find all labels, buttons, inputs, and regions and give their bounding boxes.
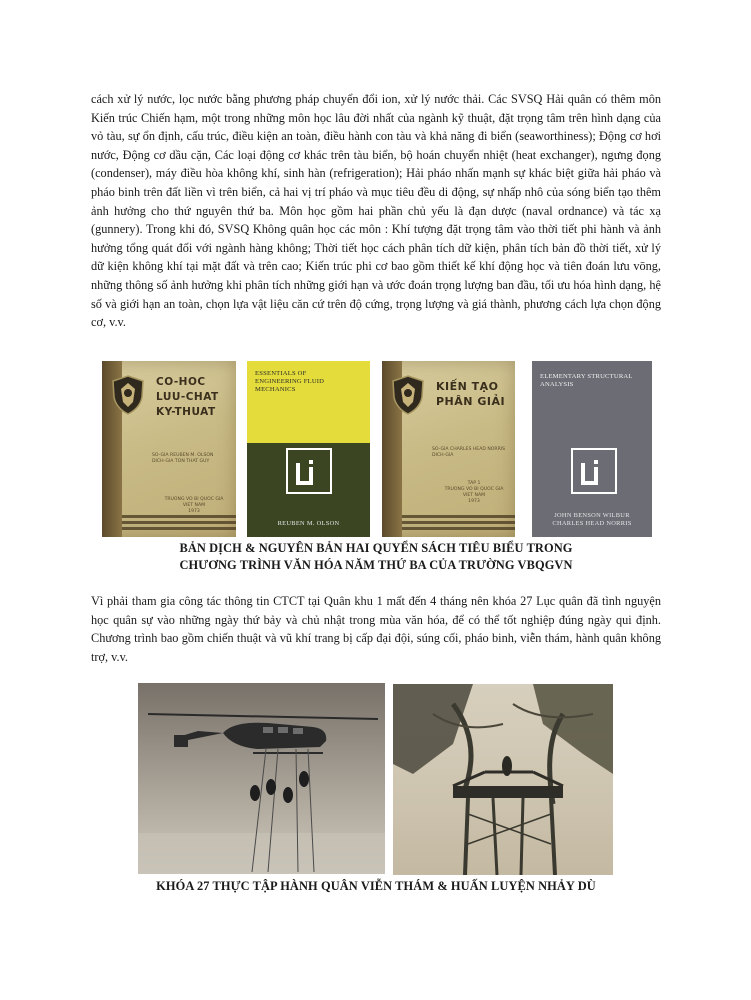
book-meta-line: SO-GIA REUBEN M. OLSON xyxy=(152,453,214,458)
book-images-row xyxy=(102,361,652,537)
academy-crest-icon xyxy=(391,375,425,415)
book-title: ESSENTIALS OF ENGINEERING FLUID MECHANICS xyxy=(255,370,325,394)
book-meta-line: DICH-GIA xyxy=(432,453,454,458)
book-meta-line: TRUONG VO BI QUOC GIA xyxy=(444,487,504,492)
publisher-logo-icon xyxy=(285,447,333,495)
book-author-info xyxy=(152,453,236,465)
book-cover-structural-analysis xyxy=(532,361,652,537)
book-author: REUBEN M. OLSON xyxy=(277,520,340,527)
paragraph-military-training: Vì phải tham gia công tác thông tin CTCT tại Quân khu 1 mất đến 4 tháng nên khóa 27 Lục quân đã tình nguyện học quân sự vào những ngày thứ bảy và chủ nhật trong mùa văn hóa, để có thể tốt nghiệp đúng ngày qui định. Chương trình bao gồm chiến thuật và vũ khí trang bị cấp đại đội, súng cối, pháo binh, viễn thám, hành quân không trợ, v.v. xyxy=(91,594,661,664)
book-cover-kien-tao xyxy=(382,361,515,537)
book-publisher-info xyxy=(152,497,236,515)
book-meta-line: SO-GIA CHARLES HEAD NORRIS xyxy=(432,447,506,452)
book-meta-line: 1973 xyxy=(188,509,200,514)
book-meta-line: VIET NAM xyxy=(182,503,206,508)
book-meta-line: DICH-GIA TON THAT GUY xyxy=(152,459,210,464)
book-title-line: KY-THUAT xyxy=(156,406,216,418)
book-author-info xyxy=(432,447,515,459)
book-title xyxy=(156,375,230,420)
book-author-line: JOHN BENSON WILBUR xyxy=(554,512,630,519)
book-publisher-info xyxy=(432,481,515,505)
book-title: ELEMENTARY STRUCTURAL ANALYSIS xyxy=(540,373,633,389)
paragraph-curriculum: cách xử lý nước, lọc nước bằng phương pháp chuyển đổi ion, xử lý nước thải. Các SVSQ Hải quân có thêm môn Kiến trúc Chiến hạm, một trong những môn học lâu đời nhất của ngành kỹ thuật, đặt trọng tâm trên hình dạng của vỏ tàu, sự ổn định, cấu trúc, điều kiện an toàn, điều hành con tàu và khả năng đi biển (seaworthiness); Động cơ hơi nước, Động cơ dầu cặn, Các loại động cơ khác trên tàu biển, bộ hoán chuyển nhiệt (heat exchanger), ngưng đọng (condenser), máy điều hòa không khí, sinh hàn (refrigeration); Hải pháo nhấn mạnh sự khác biệt giữa hải pháo và pháo binh trên đất liền vì trên biển, cả hai vị trí pháo và mục tiêu đều di động, sự nhấp nhô của sóng biển tạo thêm ảnh hưởng cho thứ nguyên thứ ba. Môn học gồm hai phần chủ yếu là đạn dược (naval ordnance) và tác xạ (gunnery). Trong khi đó, SVSQ Không quân học các môn : Khí tượng đặt trọng tâm vào thời tiết phi hành và ảnh hưởng tổng quát đối với ngành hàng không; Thời tiết học cách phân tích dữ kiện, phân tích bản đồ thời tiết, xử lý dữ kiện không khí tại mặt đất và trên cao; Kiến trúc phi cơ bao gồm thiết kế khí động học và tiên đoán lưu vōng, những thông số ảnh hưởng khi phân tích những giới hạn và ước đoán trọng lượng ban đầu, tối ưu hóa hình dạng, hệ số và giới hạn an toàn, chọn lựa vật liệu căn cứ trên độ cứng, trọng lượng và giá thành, phương cách lựa chọn động cơ, v.v. xyxy=(91,92,661,330)
training-tower-scene xyxy=(393,684,613,875)
book-cover-fluid-mechanics xyxy=(247,361,370,537)
photo-helicopter-rappelling xyxy=(138,683,385,874)
book-title-area xyxy=(532,361,652,431)
publisher-logo-icon xyxy=(570,447,618,495)
book-meta-line: TRUONG VO BI QUOC GIA xyxy=(164,497,224,502)
caption-line: BẢN DỊCH & NGUYÊN BẢN HAI QUYỂN SÁCH TIÊU BIỂU TRONG xyxy=(179,541,573,555)
book-author-line: CHARLES HEAD NORRIS xyxy=(552,520,632,527)
photo-parachute-training xyxy=(393,684,613,875)
academy-crest-icon xyxy=(111,375,145,415)
decorative-stripes xyxy=(122,515,236,537)
photos-caption: KHÓA 27 THỰC TẬP HÀNH QUÂN VIỄN THÁM & HUẤN LUYỆN NHẢY DÙ xyxy=(156,879,596,893)
book-title-line: KIẾN TẠO PHÂN GIẢI xyxy=(436,380,506,408)
book-title-banner xyxy=(247,361,370,443)
book-meta-line: VIET NAM xyxy=(462,493,486,498)
book-meta-line: 1973 xyxy=(468,499,480,504)
book-title-line: CO-HOC xyxy=(156,376,206,388)
book-cover-co-hoc xyxy=(102,361,236,537)
caption-line: CHƯƠNG TRÌNH VĂN HÓA NĂM THỨ BA CỦA TRƯỜNG VBQGVN xyxy=(179,558,573,572)
helicopter-scene xyxy=(138,683,385,874)
book-images-caption xyxy=(91,540,661,574)
book-meta-line: TAP 1 xyxy=(467,481,481,486)
decorative-stripes xyxy=(402,515,515,537)
book-title-line: LUU-CHAT xyxy=(156,391,219,403)
book-title xyxy=(436,379,512,409)
book-authors xyxy=(532,512,652,528)
